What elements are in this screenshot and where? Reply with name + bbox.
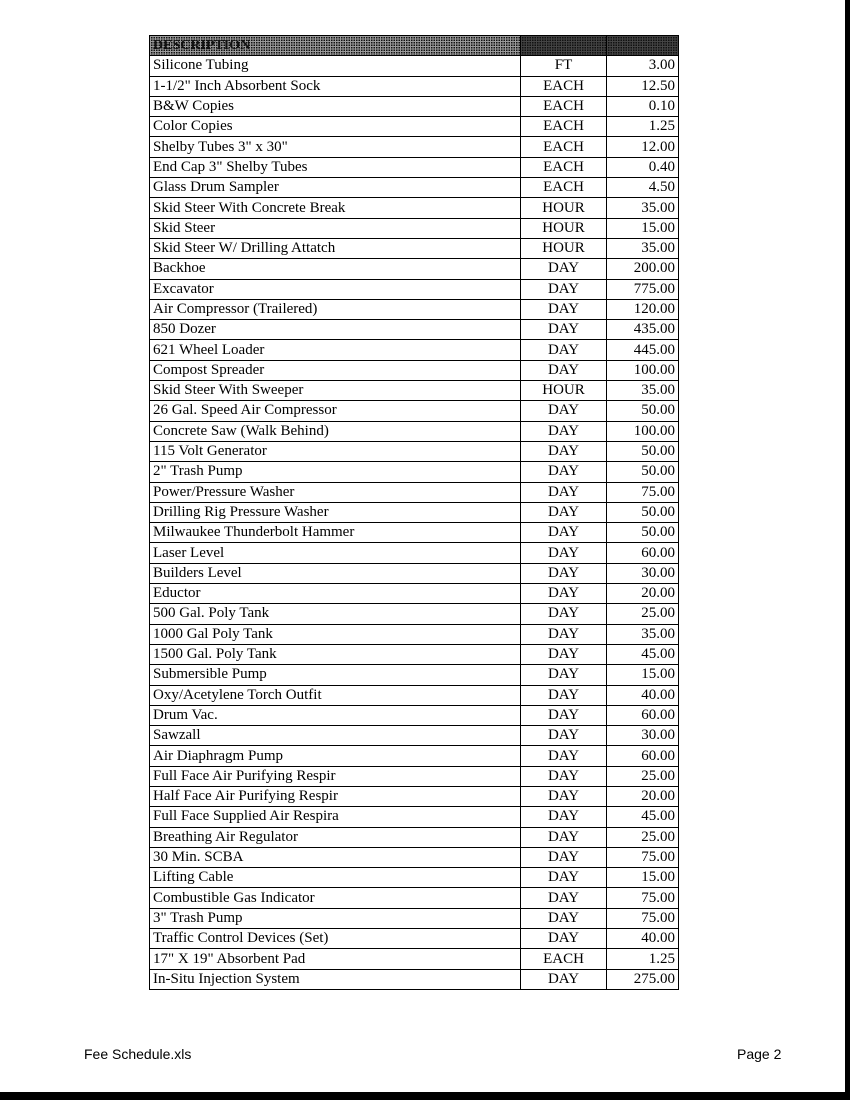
table-row: [150, 949, 679, 969]
row-rate: 75.00: [607, 908, 679, 928]
row-unit: FT: [521, 56, 607, 76]
row-unit: DAY: [521, 279, 607, 299]
table-row: [150, 279, 679, 299]
table-body: [150, 56, 679, 990]
row-description: Silicone Tubing: [150, 56, 521, 76]
table-row: [150, 847, 679, 867]
row-rate: 1.25: [607, 949, 679, 969]
row-unit: DAY: [521, 908, 607, 928]
row-description: Laser Level: [150, 543, 521, 563]
row-description: Air Diaphragm Pump: [150, 746, 521, 766]
row-rate: 35.00: [607, 381, 679, 401]
row-rate: 120.00: [607, 299, 679, 319]
table-row: [150, 482, 679, 502]
row-rate: 12.50: [607, 76, 679, 96]
row-unit: EACH: [521, 96, 607, 116]
table-row: [150, 746, 679, 766]
row-description: In-Situ Injection System: [150, 969, 521, 989]
row-rate: 0.10: [607, 96, 679, 116]
row-unit: HOUR: [521, 198, 607, 218]
table-row: [150, 929, 679, 949]
row-unit: EACH: [521, 137, 607, 157]
row-unit: DAY: [521, 299, 607, 319]
table-row: [150, 868, 679, 888]
row-unit: EACH: [521, 76, 607, 96]
row-rate: 200.00: [607, 259, 679, 279]
row-description: 26 Gal. Speed Air Compressor: [150, 401, 521, 421]
row-unit: DAY: [521, 584, 607, 604]
row-unit: EACH: [521, 117, 607, 137]
table-row: [150, 299, 679, 319]
row-description: Sawzall: [150, 726, 521, 746]
row-description: 3" Trash Pump: [150, 908, 521, 928]
row-description: Submersible Pump: [150, 665, 521, 685]
row-description: 1500 Gal. Poly Tank: [150, 644, 521, 664]
row-unit: DAY: [521, 644, 607, 664]
header-description: DESCRIPTION: [150, 36, 521, 56]
table-row: [150, 888, 679, 908]
header-rate: [607, 36, 679, 56]
row-unit: DAY: [521, 401, 607, 421]
row-unit: DAY: [521, 543, 607, 563]
row-description: Shelby Tubes 3" x 30": [150, 137, 521, 157]
row-description: End Cap 3" Shelby Tubes: [150, 157, 521, 177]
row-rate: 35.00: [607, 624, 679, 644]
table-row: [150, 401, 679, 421]
row-unit: DAY: [521, 259, 607, 279]
row-unit: DAY: [521, 502, 607, 522]
row-description: Eductor: [150, 584, 521, 604]
row-description: 621 Wheel Loader: [150, 340, 521, 360]
row-unit: DAY: [521, 746, 607, 766]
row-description: Power/Pressure Washer: [150, 482, 521, 502]
row-description: 2" Trash Pump: [150, 462, 521, 482]
row-description: 1000 Gal Poly Tank: [150, 624, 521, 644]
row-description: Traffic Control Devices (Set): [150, 929, 521, 949]
row-unit: DAY: [521, 421, 607, 441]
row-unit: DAY: [521, 807, 607, 827]
row-rate: 15.00: [607, 218, 679, 238]
row-rate: 435.00: [607, 320, 679, 340]
row-description: Combustible Gas Indicator: [150, 888, 521, 908]
row-rate: 75.00: [607, 888, 679, 908]
row-description: Builders Level: [150, 563, 521, 583]
table-row: [150, 766, 679, 786]
row-description: Drilling Rig Pressure Washer: [150, 502, 521, 522]
table-row: [150, 421, 679, 441]
footer-filename: Fee Schedule.xls: [84, 1046, 192, 1062]
table-row: [150, 726, 679, 746]
table-row: [150, 624, 679, 644]
row-rate: 15.00: [607, 665, 679, 685]
row-description: Concrete Saw (Walk Behind): [150, 421, 521, 441]
row-rate: 3.00: [607, 56, 679, 76]
table-row: [150, 786, 679, 806]
row-unit: EACH: [521, 157, 607, 177]
row-description: 1-1/2" Inch Absorbent Sock: [150, 76, 521, 96]
row-description: B&W Copies: [150, 96, 521, 116]
table-row: [150, 543, 679, 563]
table-row: [150, 908, 679, 928]
row-description: Skid Steer With Sweeper: [150, 381, 521, 401]
row-rate: 25.00: [607, 604, 679, 624]
row-unit: DAY: [521, 705, 607, 725]
row-unit: DAY: [521, 827, 607, 847]
row-rate: 50.00: [607, 462, 679, 482]
row-description: Glass Drum Sampler: [150, 178, 521, 198]
table-row: [150, 360, 679, 380]
row-unit: DAY: [521, 462, 607, 482]
row-description: 850 Dozer: [150, 320, 521, 340]
row-unit: DAY: [521, 847, 607, 867]
row-description: Full Face Air Purifying Respir: [150, 766, 521, 786]
row-description: Drum Vac.: [150, 705, 521, 725]
row-description: Excavator: [150, 279, 521, 299]
row-unit: DAY: [521, 929, 607, 949]
page-edge-right: [845, 0, 850, 1100]
table-row: [150, 462, 679, 482]
row-unit: DAY: [521, 766, 607, 786]
table-row: [150, 259, 679, 279]
row-rate: 75.00: [607, 482, 679, 502]
row-unit: HOUR: [521, 218, 607, 238]
table-row: [150, 340, 679, 360]
row-rate: 15.00: [607, 868, 679, 888]
row-description: 500 Gal. Poly Tank: [150, 604, 521, 624]
row-rate: 50.00: [607, 401, 679, 421]
row-description: Air Compressor (Trailered): [150, 299, 521, 319]
table-row: [150, 157, 679, 177]
row-rate: 30.00: [607, 563, 679, 583]
row-unit: DAY: [521, 523, 607, 543]
row-rate: 60.00: [607, 746, 679, 766]
row-rate: 1.25: [607, 117, 679, 137]
row-description: Skid Steer With Concrete Break: [150, 198, 521, 218]
row-rate: 20.00: [607, 584, 679, 604]
row-unit: DAY: [521, 969, 607, 989]
row-rate: 775.00: [607, 279, 679, 299]
row-description: Oxy/Acetylene Torch Outfit: [150, 685, 521, 705]
row-unit: HOUR: [521, 238, 607, 258]
table-row: [150, 96, 679, 116]
row-unit: DAY: [521, 482, 607, 502]
table-row: [150, 178, 679, 198]
row-description: Lifting Cable: [150, 868, 521, 888]
header-unit: [521, 36, 607, 56]
table-row: [150, 685, 679, 705]
row-description: Milwaukee Thunderbolt Hammer: [150, 523, 521, 543]
row-rate: 50.00: [607, 441, 679, 461]
table-row: [150, 807, 679, 827]
row-unit: DAY: [521, 441, 607, 461]
row-rate: 25.00: [607, 827, 679, 847]
row-rate: 275.00: [607, 969, 679, 989]
table-row: [150, 198, 679, 218]
row-rate: 4.50: [607, 178, 679, 198]
row-unit: DAY: [521, 786, 607, 806]
row-rate: 35.00: [607, 198, 679, 218]
row-rate: 100.00: [607, 360, 679, 380]
row-rate: 12.00: [607, 137, 679, 157]
row-rate: 50.00: [607, 523, 679, 543]
page-edge-bottom: [0, 1092, 850, 1100]
row-description: Full Face Supplied Air Respira: [150, 807, 521, 827]
row-description: 115 Volt Generator: [150, 441, 521, 461]
table-row: [150, 584, 679, 604]
table-row: [150, 665, 679, 685]
table-row: [150, 441, 679, 461]
row-unit: DAY: [521, 360, 607, 380]
row-rate: 50.00: [607, 502, 679, 522]
row-rate: 60.00: [607, 705, 679, 725]
row-unit: DAY: [521, 563, 607, 583]
row-unit: DAY: [521, 726, 607, 746]
row-unit: DAY: [521, 868, 607, 888]
row-unit: EACH: [521, 178, 607, 198]
row-rate: 20.00: [607, 786, 679, 806]
table-row: [150, 523, 679, 543]
fee-schedule-table: [149, 35, 679, 990]
row-rate: 45.00: [607, 644, 679, 664]
row-description: Half Face Air Purifying Respir: [150, 786, 521, 806]
row-description: Backhoe: [150, 259, 521, 279]
table-row: [150, 320, 679, 340]
table-row: [150, 644, 679, 664]
row-rate: 25.00: [607, 766, 679, 786]
row-rate: 45.00: [607, 807, 679, 827]
row-unit: DAY: [521, 888, 607, 908]
row-rate: 35.00: [607, 238, 679, 258]
table-row: [150, 502, 679, 522]
table-row: [150, 218, 679, 238]
row-description: Skid Steer: [150, 218, 521, 238]
table-row: [150, 827, 679, 847]
row-rate: 75.00: [607, 847, 679, 867]
table-row: [150, 563, 679, 583]
row-description: Compost Spreader: [150, 360, 521, 380]
footer-page-number: Page 2: [737, 1046, 782, 1062]
table-header-row: [150, 36, 679, 56]
row-description: Skid Steer W/ Drilling Attatch: [150, 238, 521, 258]
row-unit: DAY: [521, 320, 607, 340]
row-unit: DAY: [521, 624, 607, 644]
row-rate: 40.00: [607, 685, 679, 705]
row-description: Breathing Air Regulator: [150, 827, 521, 847]
row-description: Color Copies: [150, 117, 521, 137]
table-row: [150, 76, 679, 96]
row-unit: HOUR: [521, 381, 607, 401]
row-rate: 100.00: [607, 421, 679, 441]
table-row: [150, 117, 679, 137]
table-row: [150, 56, 679, 76]
row-rate: 0.40: [607, 157, 679, 177]
row-unit: DAY: [521, 340, 607, 360]
row-rate: 30.00: [607, 726, 679, 746]
row-unit: DAY: [521, 665, 607, 685]
row-rate: 445.00: [607, 340, 679, 360]
row-unit: EACH: [521, 949, 607, 969]
table-row: [150, 238, 679, 258]
row-unit: DAY: [521, 604, 607, 624]
row-description: 17" X 19" Absorbent Pad: [150, 949, 521, 969]
row-rate: 60.00: [607, 543, 679, 563]
row-unit: DAY: [521, 685, 607, 705]
row-description: 30 Min. SCBA: [150, 847, 521, 867]
table-row: [150, 604, 679, 624]
table-row: [150, 969, 679, 989]
table-row: [150, 705, 679, 725]
table-row: [150, 381, 679, 401]
table-row: [150, 137, 679, 157]
row-rate: 40.00: [607, 929, 679, 949]
